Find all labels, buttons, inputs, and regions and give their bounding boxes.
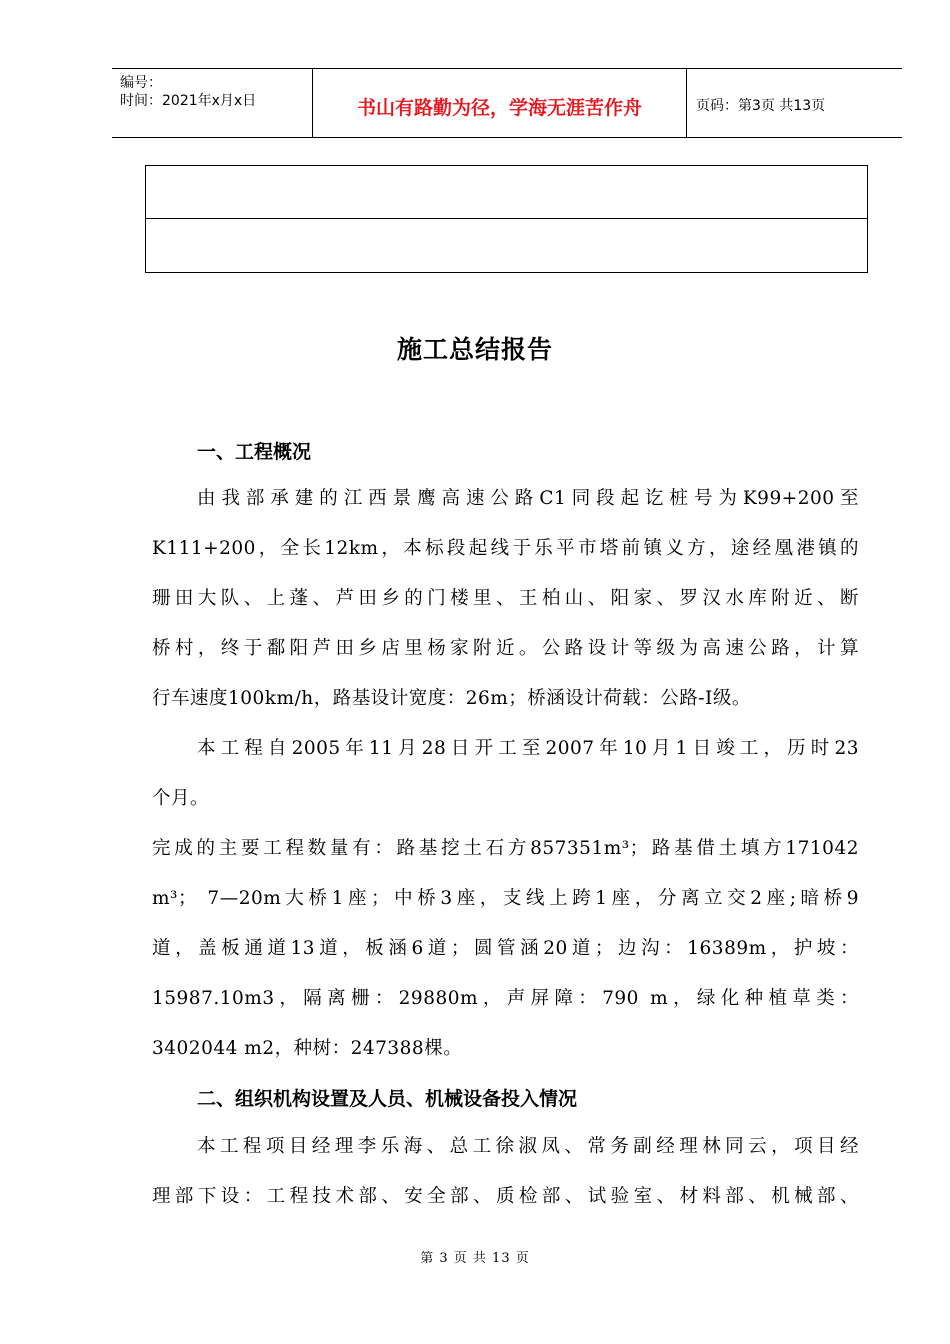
paragraph-line: m³； 7—20m大桥1座；中桥3座，支线上跨1座，分离立交2座;暗桥9 xyxy=(152,888,859,909)
page-footer: 第 3 页 共 13 页 xyxy=(420,1251,530,1266)
paragraph-line: 道，盖板通道13道，板涵6道；圆管涵20道；边沟：16389m，护坡： xyxy=(152,938,859,959)
paragraph-line: 15987.10m3，隔离栅：29880m，声屏障：790 m，绿化种植草类： xyxy=(152,988,859,1009)
section-heading-overview: 一、工程概况 xyxy=(197,441,312,463)
section-heading-organization: 二、组织机构设置及人员、机械设备投入情况 xyxy=(197,1088,578,1110)
header-page-number: 页码：第3页 共13页 xyxy=(696,98,826,114)
header-page-cell xyxy=(686,69,902,137)
schedule-paragraph xyxy=(152,724,859,824)
table-row-divider xyxy=(146,218,867,219)
organization-paragraph xyxy=(152,1122,859,1222)
paragraph-line: 3402044 m2，种树：247388棵。 xyxy=(152,1038,463,1059)
paragraph-line: 完成的主要工程数量有：路基挖土石方857351m³；路基借土填方171042 xyxy=(152,838,859,859)
blank-form-table xyxy=(145,165,868,273)
paragraph-line: 本工程自2005年11月28日开工至2007年10月1日竣工，历时23 xyxy=(197,738,859,759)
paragraph-line: 理部下设：工程技术部、安全部、质检部、试验室、材料部、机械部、 xyxy=(152,1186,859,1207)
paragraph-line: 本工程项目经理李乐海、总工徐淑凤、常务副经理林同云，项目经 xyxy=(197,1136,859,1157)
paragraph-line: 个月。 xyxy=(152,788,210,809)
document-number-label: 编号： xyxy=(120,75,162,91)
header-meta-cell xyxy=(112,69,312,137)
paragraph-line: 桥村，终于鄱阳芦田乡店里杨家附近。公路设计等级为高速公路，计算 xyxy=(152,638,859,659)
page-header xyxy=(112,68,902,138)
paragraph-line: K111+200，全长12km，本标段起线于乐平市塔前镇义方，途经凰港镇的 xyxy=(152,538,859,559)
paragraph-line: 由我部承建的江西景鹰高速公路C1同段起讫桩号为K99+200至 xyxy=(197,488,859,509)
document-time-label: 时间：2021年x月x日 xyxy=(120,93,257,109)
paragraph-line: 珊田大队、上蓬、芦田乡的门楼里、王柏山、阳家、罗汉水库附近、断 xyxy=(152,588,859,609)
overview-paragraph xyxy=(152,474,859,724)
document-title: 施工总结报告 xyxy=(396,335,553,364)
header-motto: 书山有路勤为径，学海无涯苦作舟 xyxy=(356,97,642,119)
header-motto-cell xyxy=(312,69,687,137)
quantities-paragraph xyxy=(152,824,859,1074)
paragraph-line: 行车速度100km/h，路基设计宽度：26m；桥涵设计荷载：公路-I级。 xyxy=(152,688,751,709)
